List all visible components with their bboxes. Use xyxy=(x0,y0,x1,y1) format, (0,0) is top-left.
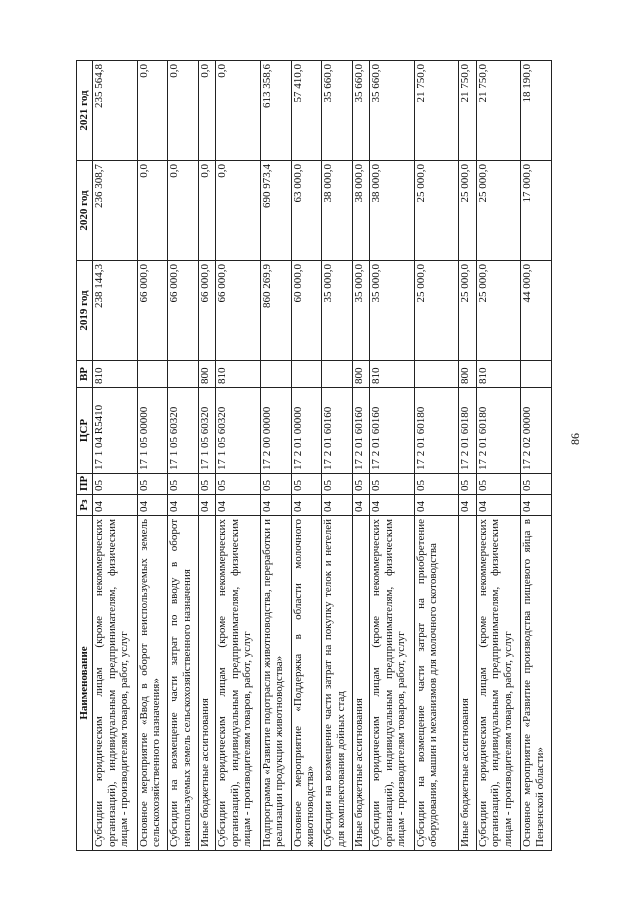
row-pr: 05 xyxy=(291,474,322,495)
table-row xyxy=(459,61,476,851)
row-2021: 18 190,0 xyxy=(521,61,552,161)
row-2020: 25 000,0 xyxy=(414,161,459,261)
row-rz: 04 xyxy=(521,495,552,516)
row-2021: 35 660,0 xyxy=(322,61,353,161)
row-name: Субсидии на возмещение части затрат по вводу в оборот неиспользуемых земель сельскохозяйственного назначения xyxy=(168,516,199,851)
row-2019: 25 000,0 xyxy=(476,261,521,361)
table-row xyxy=(216,61,261,851)
row-2020: 17 000,0 xyxy=(521,161,552,261)
row-csr: 17 2 01 00000 xyxy=(291,388,322,474)
row-csr: 17 2 01 60160 xyxy=(370,388,415,474)
header-csr: ЦСР xyxy=(77,388,93,474)
row-csr: 17 2 01 60180 xyxy=(459,388,476,474)
row-vr: 810 xyxy=(93,361,138,388)
row-pr: 05 xyxy=(93,474,138,495)
row-vr xyxy=(291,361,322,388)
row-rz: 04 xyxy=(260,495,291,516)
rotated-table-container xyxy=(76,61,552,851)
row-vr: 810 xyxy=(216,361,261,388)
header-vr: ВР xyxy=(77,361,93,388)
table-row xyxy=(93,61,138,851)
table-row xyxy=(414,61,459,851)
row-2020: 0,0 xyxy=(199,161,216,261)
row-csr: 17 2 01 60180 xyxy=(414,388,459,474)
table-row xyxy=(521,61,552,851)
row-csr: 17 1 05 00000 xyxy=(137,388,168,474)
row-2021: 0,0 xyxy=(199,61,216,161)
row-name: Основное мероприятие «Ввод в оборот неиспользуемых земель сельскохозяйственного назначения» xyxy=(137,516,168,851)
row-2021: 0,0 xyxy=(168,61,199,161)
row-csr: 17 1 04 R5410 xyxy=(93,388,138,474)
row-name: Основное мероприятие «Поддержка в области молочного животноводства» xyxy=(291,516,322,851)
row-name: Подпрограмма «Развитие подотрасли животноводства, переработки и реализации продукции животноводства» xyxy=(260,516,291,851)
row-2019: 860 269,9 xyxy=(260,261,291,361)
row-name: Субсидии юридическим лицам (кроме некоммерческих организаций), индивидуальным предпринимателям, физическим лицам - производителям товаров, работ, услуг xyxy=(476,516,521,851)
table-row xyxy=(168,61,199,851)
row-vr xyxy=(521,361,552,388)
row-2020: 38 000,0 xyxy=(353,161,370,261)
row-2020: 38 000,0 xyxy=(322,161,353,261)
row-pr: 05 xyxy=(168,474,199,495)
row-2019: 66 000,0 xyxy=(168,261,199,361)
table-row xyxy=(137,61,168,851)
table-row xyxy=(476,61,521,851)
table-row xyxy=(291,61,322,851)
row-2021: 21 750,0 xyxy=(476,61,521,161)
row-2019: 66 000,0 xyxy=(199,261,216,361)
row-2019: 35 000,0 xyxy=(322,261,353,361)
header-2019: 2019 год xyxy=(77,261,93,361)
row-name: Субсидии на возмещение части затрат на приобретение оборудования, машин и механизмов для молочного скотоводства xyxy=(414,516,459,851)
row-pr: 05 xyxy=(459,474,476,495)
row-2020: 0,0 xyxy=(216,161,261,261)
row-rz: 04 xyxy=(322,495,353,516)
row-pr: 05 xyxy=(260,474,291,495)
table-row xyxy=(199,61,216,851)
row-2019: 25 000,0 xyxy=(414,261,459,361)
row-2020: 236 308,7 xyxy=(93,161,138,261)
row-csr: 17 2 00 00000 xyxy=(260,388,291,474)
header-pr: ПР xyxy=(77,474,93,495)
row-vr xyxy=(414,361,459,388)
row-pr: 05 xyxy=(521,474,552,495)
header-rz: Рз xyxy=(77,495,93,516)
row-vr xyxy=(168,361,199,388)
row-name: Иные бюджетные ассигнования xyxy=(199,516,216,851)
row-2021: 35 660,0 xyxy=(353,61,370,161)
row-csr: 17 1 05 60320 xyxy=(168,388,199,474)
row-vr: 810 xyxy=(476,361,521,388)
row-2019: 66 000,0 xyxy=(137,261,168,361)
row-2019: 35 000,0 xyxy=(353,261,370,361)
row-2021: 235 564,8 xyxy=(93,61,138,161)
row-name: Основное мероприятие «Развитие производства пищевого яйца в Пензенской области» xyxy=(521,516,552,851)
row-rz: 04 xyxy=(199,495,216,516)
row-vr: 800 xyxy=(199,361,216,388)
row-2021: 57 410,0 xyxy=(291,61,322,161)
table-row xyxy=(370,61,415,851)
row-2021: 35 660,0 xyxy=(370,61,415,161)
row-pr: 05 xyxy=(322,474,353,495)
row-vr: 800 xyxy=(459,361,476,388)
row-pr: 05 xyxy=(476,474,521,495)
row-csr: 17 1 05 60320 xyxy=(216,388,261,474)
row-rz: 04 xyxy=(414,495,459,516)
row-2021: 0,0 xyxy=(216,61,261,161)
row-2019: 44 000,0 xyxy=(521,261,552,361)
row-pr: 05 xyxy=(137,474,168,495)
row-name: Субсидии юридическим лицам (кроме некоммерческих организаций), индивидуальным предпринимателям, физическим лицам - производителям товаров, работ, услуг xyxy=(370,516,415,851)
page-number: 86 xyxy=(568,433,582,445)
header-name: Наименование xyxy=(77,516,93,851)
row-rz: 04 xyxy=(353,495,370,516)
row-vr xyxy=(137,361,168,388)
row-2021: 21 750,0 xyxy=(414,61,459,161)
row-2020: 38 000,0 xyxy=(370,161,415,261)
row-csr: 17 1 05 60320 xyxy=(199,388,216,474)
row-rz: 04 xyxy=(93,495,138,516)
row-2020: 63 000,0 xyxy=(291,161,322,261)
header-2021: 2021 год xyxy=(77,61,93,161)
row-name: Субсидии юридическим лицам (кроме некоммерческих организаций), индивидуальным предпринимателям, физическим лицам - производителям товаров, работ, услуг xyxy=(93,516,138,851)
row-pr: 05 xyxy=(353,474,370,495)
row-rz: 04 xyxy=(291,495,322,516)
row-csr: 17 2 01 60160 xyxy=(353,388,370,474)
table-row xyxy=(322,61,353,851)
row-name: Иные бюджетные ассигнования xyxy=(353,516,370,851)
row-2021: 613 358,6 xyxy=(260,61,291,161)
row-2020: 25 000,0 xyxy=(459,161,476,261)
row-2019: 35 000,0 xyxy=(370,261,415,361)
row-2019: 25 000,0 xyxy=(459,261,476,361)
row-2020: 0,0 xyxy=(168,161,199,261)
row-pr: 05 xyxy=(370,474,415,495)
row-csr: 17 2 02 00000 xyxy=(521,388,552,474)
row-2020: 0,0 xyxy=(137,161,168,261)
table-header-row xyxy=(77,61,93,851)
row-2020: 690 973,4 xyxy=(260,161,291,261)
row-rz: 04 xyxy=(137,495,168,516)
row-name: Субсидии юридическим лицам (кроме некоммерческих организаций), индивидуальным предпринимателям, физическим лицам - производителям товаров, работ, услуг xyxy=(216,516,261,851)
row-2019: 60 000,0 xyxy=(291,261,322,361)
row-pr: 05 xyxy=(216,474,261,495)
row-2020: 25 000,0 xyxy=(476,161,521,261)
row-vr: 810 xyxy=(370,361,415,388)
row-2019: 66 000,0 xyxy=(216,261,261,361)
row-rz: 04 xyxy=(476,495,521,516)
row-csr: 17 2 01 60180 xyxy=(476,388,521,474)
budget-table xyxy=(76,60,552,851)
row-pr: 05 xyxy=(199,474,216,495)
row-2019: 238 144,3 xyxy=(93,261,138,361)
table-row xyxy=(260,61,291,851)
row-rz: 04 xyxy=(216,495,261,516)
row-vr xyxy=(322,361,353,388)
row-pr: 05 xyxy=(414,474,459,495)
table-row xyxy=(353,61,370,851)
row-name: Иные бюджетные ассигнования xyxy=(459,516,476,851)
row-rz: 04 xyxy=(459,495,476,516)
row-2021: 21 750,0 xyxy=(459,61,476,161)
row-vr xyxy=(260,361,291,388)
row-rz: 04 xyxy=(370,495,415,516)
row-csr: 17 2 01 60160 xyxy=(322,388,353,474)
header-2020: 2020 год xyxy=(77,161,93,261)
row-2021: 0,0 xyxy=(137,61,168,161)
row-rz: 04 xyxy=(168,495,199,516)
row-name: Субсидии на возмещение части затрат на покупку телок и нетелей для комплектования дойных стад xyxy=(322,516,353,851)
row-vr: 800 xyxy=(353,361,370,388)
